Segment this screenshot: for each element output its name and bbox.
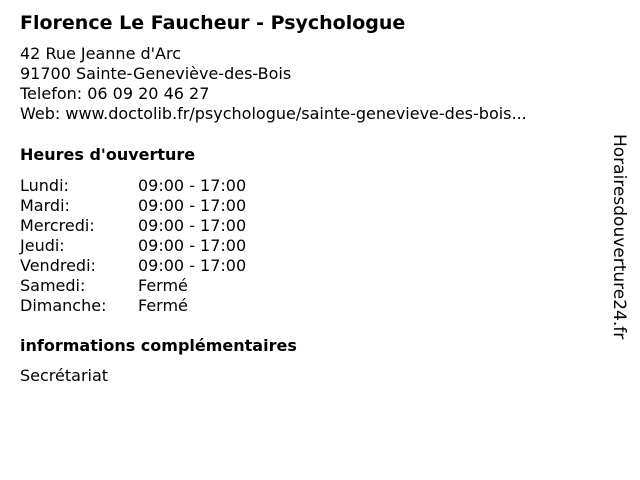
address-city: 91700 Sainte-Geneviève-des-Bois	[20, 64, 292, 83]
day-label: Dimanche:	[20, 296, 107, 315]
business-card	[20, 10, 600, 386]
day-label: Samedi:	[20, 276, 86, 295]
hours-row-dimanche	[20, 296, 600, 316]
page-title: Florence Le Faucheur - Psychologue	[20, 12, 406, 34]
hours-row-jeudi	[20, 236, 600, 256]
hours-row-mercredi	[20, 216, 600, 236]
hours-row-vendredi	[20, 256, 600, 276]
additional-info-text: Secrétariat	[20, 366, 109, 385]
opening-hours-table	[20, 176, 600, 316]
day-label: Mercredi:	[20, 216, 95, 235]
time-value: 09:00 - 17:00	[138, 176, 247, 195]
contact-block	[20, 44, 600, 124]
time-value: 09:00 - 17:00	[138, 256, 247, 275]
phone-number: Telefon: 06 09 20 46 27	[20, 84, 210, 103]
time-value: Fermé	[138, 276, 188, 295]
day-label: Vendredi:	[20, 256, 96, 275]
day-label: Jeudi:	[20, 236, 65, 255]
day-label: Lundi:	[20, 176, 69, 195]
additional-info-heading: informations complémentaires	[20, 336, 297, 355]
website-link[interactable]: Web: www.doctolib.fr/psychologue/sainte-genevieve-des-bois...	[20, 104, 527, 123]
time-value: 09:00 - 17:00	[138, 236, 247, 255]
time-value: Fermé	[138, 296, 188, 315]
hours-row-mardi	[20, 196, 600, 216]
hours-row-lundi	[20, 176, 600, 196]
day-label: Mardi:	[20, 196, 70, 215]
hours-row-samedi	[20, 276, 600, 296]
time-value: 09:00 - 17:00	[138, 196, 247, 215]
time-value: 09:00 - 17:00	[138, 216, 247, 235]
address-street: 42 Rue Jeanne d'Arc	[20, 44, 182, 63]
site-watermark: Horairesdouverture24.fr	[609, 134, 629, 340]
opening-hours-heading: Heures d'ouverture	[20, 145, 196, 164]
